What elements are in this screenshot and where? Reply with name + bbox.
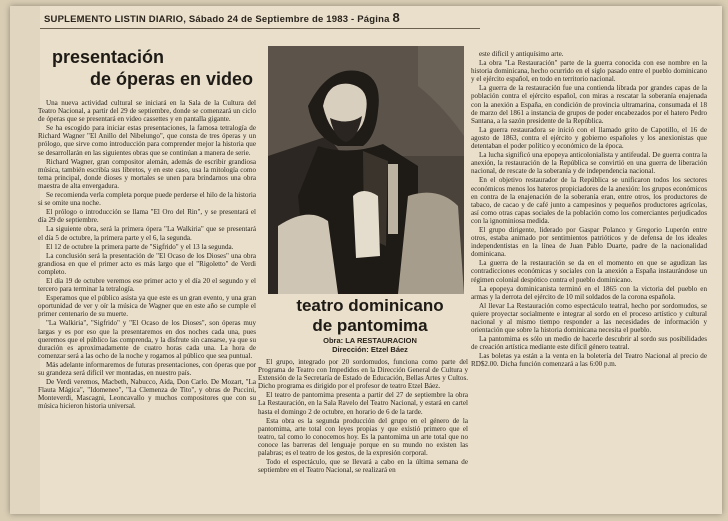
paragraph: La guerra de la restauración se da en el momento en que se agudizan las contradicciones económicas y sociales con la anexión a España instaurándose un régimen colonial despótico contra el pueblo dominicano.	[471, 259, 707, 284]
paragraph: El grupo dirigente, liderado por Gaspar Polanco y Gregorio Luperón entre otros, estaba animado por sentimientos patrióticos y de defensa de los ideales independentistas en la línea de Juan Pablo Duarte, padre de la nacionalidad dominicana.	[471, 225, 707, 259]
paragraph: Al llevar La Restauración como espectáculo teatral, hecho por sordomudos, se quiere proyectar socialmente e integrar al sordo en el proceso artístico y cultural nacional y al mismo tiempo responder a las necesidades de información y orientación que sobre la historia dominicana necesita el pueblo.	[471, 301, 707, 335]
credit-director: Dirección: Etzel Báez	[332, 345, 408, 354]
paragraph: El teatro de pantomima presenta a partir del 27 de septiembre la obra La Restauración, en la Sala Ravelo del Teatro Nacional, y estará en cartel hasta el domingo 2 de octubre, en horario de 6 de la tarde.	[258, 391, 468, 416]
paragraph: La epopeya dominicanista terminó en el 1865 con la victoria del pueblo en armas y la derrota del ejército de 10 mil soldados de la corona española.	[471, 284, 707, 301]
paragraph: El día 19 de octubre veremos ese primer acto y el día 20 el segundo y el tercero para terminar la tetralogía.	[38, 276, 256, 294]
paragraph: En el objetivo restaurador de la República se unificaron todos los sectores económicos menos los hateros propiciadores de la anexión: los grupos económicos en contra de la enajenación de la soberanía eran, entre otros, los productores de tabaco, de cacao y de café junto a campesinos y pequeños productores agrícolas, así como otras capas sociales de la población como los comerciantes perjudicados con la ignominiosa medida.	[471, 176, 707, 225]
pantomime-headline-line2: de pantomima	[312, 316, 428, 335]
header-text: SUPLEMENTO LISTIN DIARIO, Sábado 24 de Septiembre de 1983 - Página	[44, 14, 390, 25]
paragraph: La guerra restauradora se inició con el llamado grito de Capotillo, el 16 de agosto de 1863, contra el ejército y gobierno españoles y los anexionistas que detentaban el poder político y económico de la época.	[471, 125, 707, 151]
page-edge	[10, 6, 40, 514]
newspaper-page	[10, 6, 722, 514]
opera-headline-line1: presentación	[52, 47, 165, 67]
paragraph: Se recomienda verla completa porque puede perderse el hilo de la historia si se omite una noche.	[38, 191, 256, 208]
paragraph: Se ha escogido para iniciar estas presentaciones, la famosa tetralogía de Richard Wagner "El Anillo del Nibelungo", que consta de tres óperas y un prólogo, que sirve como introducción para comprender mejor la historia que se desarrollarán en las siguientes obras que se continúan a manera de serie.	[38, 124, 256, 157]
page-header	[44, 10, 644, 25]
paragraph: La pantomima es sólo un medio de hacerle descubrir al sordo sus posibilidades de creación artística mediante este difícil género teatral.	[471, 335, 707, 352]
paragraph: La conclusión será la presentación de "El Ocaso de los Dioses" una obra grandiosa en que el primer acto es más largo que el "Rigoletto" de Verdi completo.	[38, 251, 256, 276]
paragraph: La guerra de la restauración fue una contienda librada por grandes capas de la población contra el ejército español, con miras a rescatar la soberanía enajenada con la anexión a España, en condición de provincia ultramarina, consumada el 18 de marzo del 1861 a instancia de grupos de poder encabezados por el hatero Pedro Santana, a la sazón presidente de la República.	[471, 84, 707, 125]
pantomime-headline-line1: teatro dominicano	[296, 296, 444, 315]
paragraph: El grupo, integrado por 20 sordomudos, funciona como parte del Programa de Teatro con Impedidos en la Dirección General de Cultura y Extensión de la Secretaría de Estado de Educación, Bellas Artes y Cultos. Dicho programa es dirigido por el profesor de teatro Etzel Báez.	[258, 358, 468, 391]
paragraph: El 12 de octubre la primera parte de "Sigfrido" y el 13 la segunda.	[46, 242, 234, 251]
paragraph: Las boletas ya están a la venta en la boletería del Teatro Nacional al precio de RD$2.00. Dicha función comenzará a las 6:00 p.m.	[471, 352, 707, 369]
paragraph: Más adelante informaremos de futuras presentaciones, con óperas que por su grandeza será difícil ver montadas, en nuestro país.	[38, 360, 256, 377]
paragraph: Esta obra es la segunda producción del grupo en el género de la pantomima, arte total con leyes propias y que existió primero que el teatro, tal como lo conocemos hoy. Es la pantomima un arte total que no conoce las barreras del lenguaje porque en su mundo no existen las palabras; es el teatro de los gestos, de la expresión corporal.	[258, 416, 468, 458]
credit-work: Obra: LA RESTAURACION	[323, 336, 417, 345]
header-rule	[40, 28, 480, 29]
paragraph: Esperamos que el público asista ya que este es un gran evento, y una gran oportunidad de ver y oír la música de Wagner que en este año se cumple el primer centenario de su muerte.	[38, 294, 256, 319]
paragraph: Todo el espectáculo, que se llevará a cabo en la última semana de septiembre en el Teatro Nacional, se realizará en	[258, 458, 468, 475]
paragraph: este difícil y antiquísimo arte.	[479, 50, 564, 58]
opera-article-body	[38, 99, 256, 411]
paragraph: "La Walkiria", "Sigfrido" y "El Ocaso de los Dioses", son óperas muy largas y es por eso que la presentaremos en dos noches cada una, pues queremos que el público las comprenda, y la disfrute sin cansarse, ya que su duración es aproximadamente de cuatro horas cada una. La hora de comenzar será a las ocho de la noche y rogamos al público que sea puntual.	[38, 319, 256, 360]
opera-headline-line2: de óperas en video	[90, 69, 254, 89]
pantomime-article-continued	[471, 50, 707, 370]
pantomime-article-body	[258, 358, 468, 475]
paragraph: La lucha significó una epopeya anticolonialista y antifeudal. De guerra contra la anexión, la restauración de la República se convirtió en una guerra de liberación nacional, de rescate de la soberanía y de independencia nacional.	[471, 151, 707, 176]
paragraph: De Verdi veremos, Macbeth, Nabucco, Aida, Don Carlo. De Mozart, "La Flauta Mágica", "Idomeneo", "La Clemenza de Tito", y obras de Puccini, Monteverdi, Mascagni, Leoncavallo y muchos compositores que con su música hicieron historia universal.	[38, 378, 256, 411]
pantomime-headline	[280, 296, 460, 336]
paragraph: El prólogo o introducción se llama "El Oro del Rin", y se presentará el día 29 de septiembre.	[38, 208, 256, 225]
opera-headline	[52, 46, 262, 90]
paragraph: La siguiente obra, será la primera ópera "La Walkiria" que se presentará el día 5 de octubre, la primera parte y el 6, la segunda.	[38, 225, 256, 242]
mime-performer-photo	[268, 46, 464, 294]
paragraph: Una nueva actividad cultural se iniciará en la Sala de la Cultura del Teatro Nacional, a partir del 29 de septiembre, donde se comenzará un ciclo de óperas que se presentará en video cassettes y en pantalla gigante.	[38, 99, 256, 124]
paragraph: Richard Wagner, gran compositor alemán, además de escribir grandiosa música, también escribía sus libretos, y en este caso, usa la mitología como tema principal, donde dioses y mortales se unen para brindarnos una obra maestra de alta envergadura.	[38, 157, 256, 190]
paragraph: La obra "La Restauración" parte de la guerra conocida con ese nombre en la historia dominicana, hecho ocurrido en el siglo pasado entre el pueblo dominicano y el ejército español, en todo en territorio nacional.	[471, 59, 707, 84]
page-number: 8	[392, 10, 400, 25]
